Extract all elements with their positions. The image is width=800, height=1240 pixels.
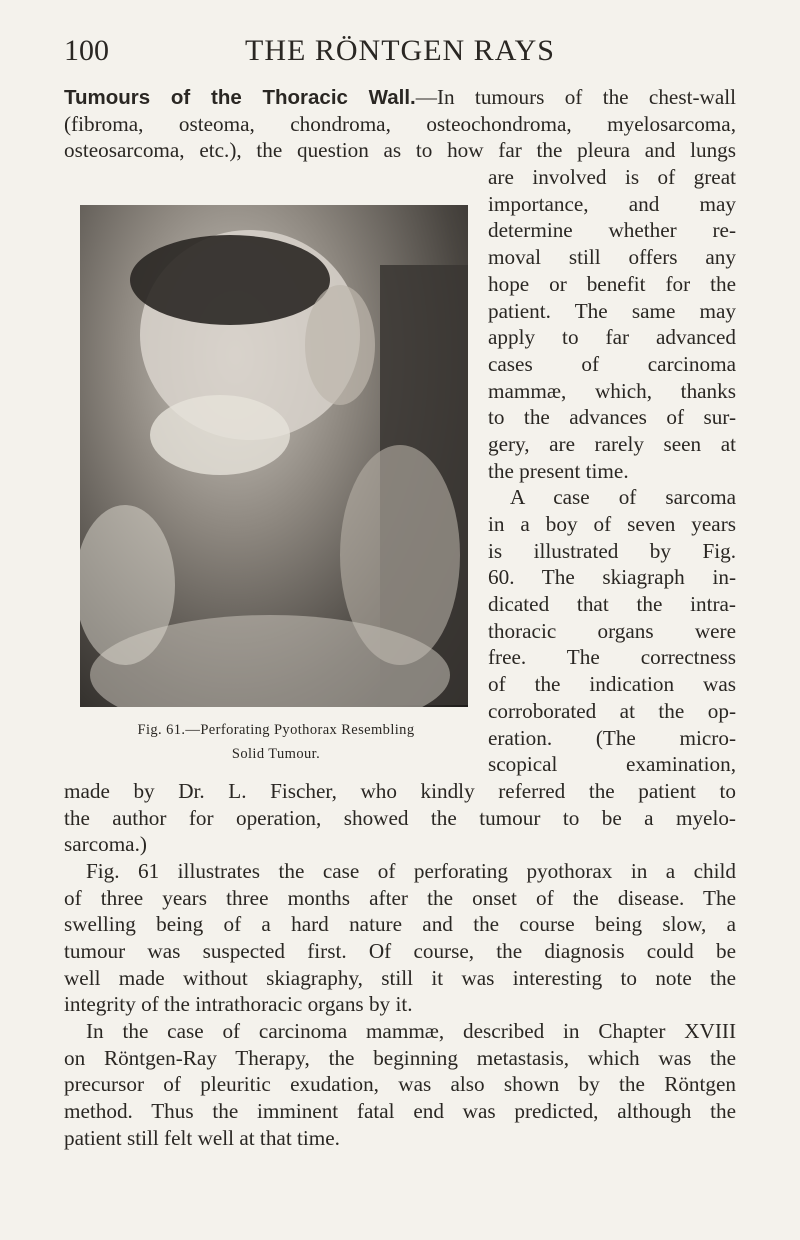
text-line: osteosarcoma, etc.), the question as to how far the pleura and lungs (64, 138, 736, 163)
text-line: A case of sarcoma (510, 485, 736, 510)
text-line: (fibroma, osteoma, chondroma, osteochondroma, myelosarcoma, (64, 111, 736, 136)
text-line: gery, are rarely seen at (488, 431, 736, 456)
text-line: swelling being of a hard nature and the course being slow, a (64, 912, 736, 937)
page-number: 100 (64, 34, 109, 67)
section-heading: Tumours of the Thoracic Wall. (64, 86, 416, 109)
text-line: eration. (The micro- (488, 725, 736, 750)
text-line: are involved is of great (488, 165, 736, 190)
text-line: of three years three months after the onset of the disease. The (64, 885, 736, 910)
text-line: determine whether re- (488, 218, 736, 243)
text-line: hope or benefit for the (488, 271, 736, 296)
text-line: free. The correctness (488, 645, 736, 670)
line-text: —In tumours of the chest-wall (415, 85, 736, 109)
text-line: is illustrated by Fig. (488, 538, 736, 563)
caption-line: Fig. 61.—Perforating Pyothorax Resembling (137, 722, 415, 738)
running-head (64, 34, 736, 70)
text-line: sarcoma.) (64, 832, 147, 857)
text-line: corroborated at the op- (488, 698, 736, 723)
text-line (64, 84, 736, 111)
text-line: in a boy of seven years (488, 512, 736, 536)
text-line: patient still felt well at that time. (64, 1125, 340, 1150)
text-line: integrity of the intrathoracic organs by it. (64, 992, 413, 1017)
text-line: made by Dr. L. Fischer, who kindly referred the patient to (64, 778, 736, 803)
text-line: mammæ, which, thanks (488, 378, 736, 403)
text-line: dicated that the intra- (488, 592, 736, 617)
running-title: THE RÖNTGEN RAYS (245, 34, 555, 67)
text-line: scopical examination, (488, 752, 736, 777)
text-line: the author for operation, showed the tumour to be a myelo- (64, 805, 736, 830)
text-line: well made without skiagraphy, still it was interesting to note the (64, 965, 736, 990)
text-line: 60. The skiagraph in- (488, 565, 736, 590)
text-line: method. Thus the imminent fatal end was predicted, although the (64, 1099, 736, 1124)
text-line: importance, and may (488, 191, 736, 216)
text-line: tumour was suspected first. Of course, the diagnosis could be (64, 939, 736, 963)
text-line: apply to far advanced (488, 325, 736, 350)
text-line: Fig. 61 illustrates the case of perforating pyothorax in a child (86, 858, 736, 883)
text-line: thoracic organs were (488, 618, 736, 643)
text-line: the present time. (488, 458, 629, 483)
text-line: on Röntgen-Ray Therapy, the beginning metastasis, which was the (64, 1045, 736, 1070)
caption-line: Solid Tumour. (231, 746, 321, 762)
text-line: In the case of carcinoma mammæ, described in Chapter XVIII (86, 1019, 736, 1044)
text-line: to the advances of sur- (488, 405, 736, 430)
text-line: cases of carcinoma (488, 351, 736, 376)
text-line: precursor of pleuritic exudation, was also shown by the Röntgen (64, 1072, 736, 1097)
body-text (64, 84, 736, 1152)
text-line: of the indication was (488, 672, 736, 697)
text-line: moval still offers any (488, 245, 736, 270)
text-line: patient. The same may (488, 298, 736, 323)
